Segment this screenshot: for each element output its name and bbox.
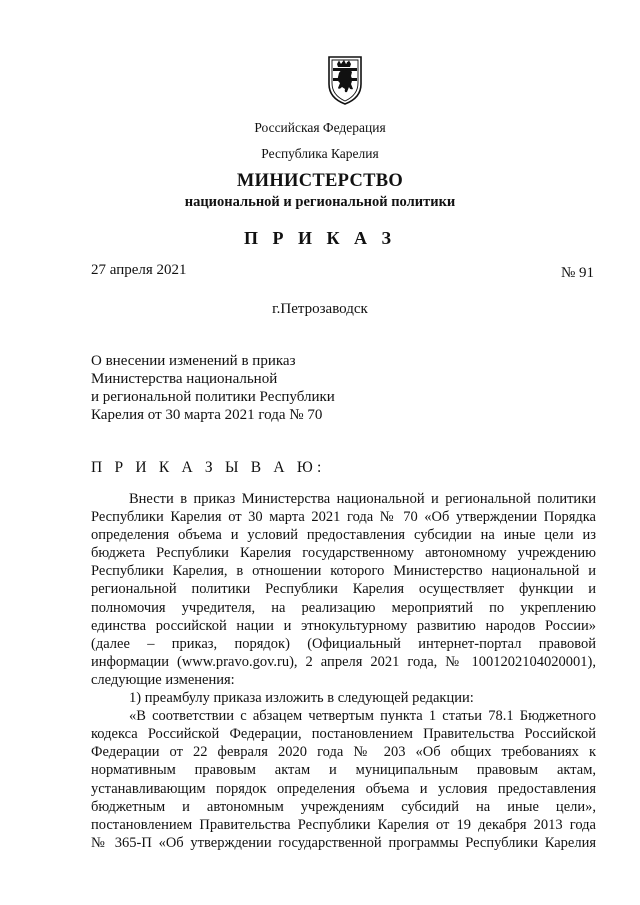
body-line: следующие изменения: xyxy=(91,671,235,688)
body-line: бюджета Республики Карелия государственному автономному учреждению xyxy=(91,545,596,562)
subject-line: О внесении изменений в приказ xyxy=(91,353,296,369)
document-type-title: П Р И К А З xyxy=(243,228,397,248)
body-line: нормативным правовым актам и муниципальным правовым актам, xyxy=(91,762,596,779)
decree-heading: П Р И К А З Ы В А Ю: xyxy=(91,459,326,476)
body-line: информации (www.pravo.gov.ru), 2 апреля 2021 года, № 1001202104020001), xyxy=(91,653,596,670)
ministry-title: МИНИСТЕРСТВО xyxy=(236,171,404,191)
subject-line: и региональной политики Республики xyxy=(91,389,335,405)
coat-of-arms-karelia-icon xyxy=(326,54,364,106)
body-line: Республики Карелия от 30 марта 2021 года № 70 «Об утверждении Порядка xyxy=(91,509,596,526)
order-body xyxy=(91,490,596,852)
ministry-subtitle: национальной и региональной политики xyxy=(184,194,456,210)
subject-line: Министерства национальной xyxy=(91,371,278,387)
body-line: (далее – приказ, порядок) (Официальный интернет-портал правовой xyxy=(91,635,596,652)
body-line: постановлением Правительства Республики Карелия от 19 декабря 2013 года xyxy=(91,816,596,833)
body-line: единства российской нации и этнокультурному развитию народов России» xyxy=(91,617,596,634)
body-line: определения объема и условий предоставления субсидии на иные цели из xyxy=(91,527,596,544)
body-line: Республики Карелия, в отношении которого Министерство национальной и xyxy=(91,563,596,580)
order-subject xyxy=(91,352,391,424)
country-name: Российская Федерация xyxy=(254,120,386,135)
body-list-item: 1) преамбулу приказа изложить в следующей редакции: xyxy=(129,690,474,707)
body-line: кодекса Российской Федерации, постановлением Правительства Российской xyxy=(91,726,596,743)
body-line: устанавливающим порядок определения объема и условия предоставления xyxy=(91,780,596,797)
body-line: «В соответствии с абзацем четвертым пункта 1 статьи 78.1 Бюджетного xyxy=(129,708,596,725)
subject-line: Карелия от 30 марта 2021 года № 70 xyxy=(91,407,323,423)
order-number: № 91 xyxy=(560,265,594,281)
order-city: г.Петрозаводск xyxy=(272,301,368,317)
order-date: 27 апреля 2021 xyxy=(91,262,187,278)
body-line: Федерации от 22 февраля 2020 года № 203 «Об общих требованиях к xyxy=(91,744,596,761)
body-line: полномочия учредителя, на реализацию мероприятий по укреплению xyxy=(91,599,596,616)
republic-name: Республика Карелия xyxy=(261,146,379,161)
body-line: № 365-П «Об утверждении государственной программы Республики Карелия xyxy=(91,834,596,851)
body-line: бюджетным и автономным учреждениям субсидий на иные цели», xyxy=(91,798,596,815)
body-line: Внести в приказ Министерства национальной и региональной политики xyxy=(129,491,596,507)
body-line: региональной политики Республики Карелия осуществляет функции и xyxy=(91,581,596,598)
